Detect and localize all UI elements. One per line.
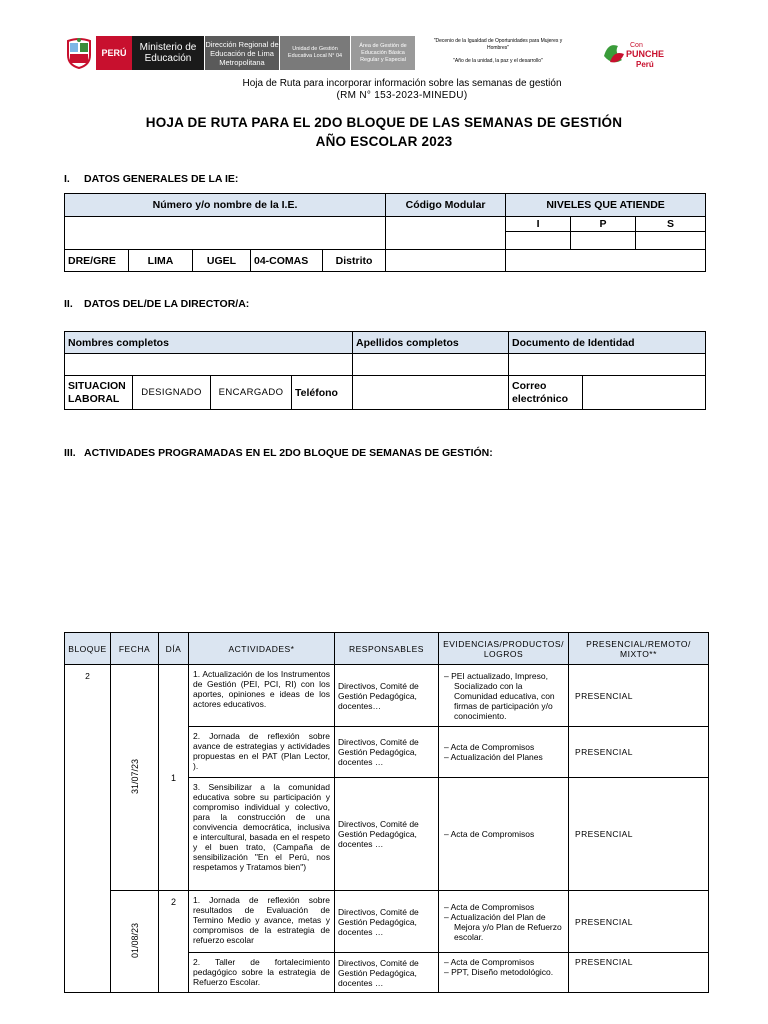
- section-2-number: II.: [64, 298, 73, 310]
- designado-option[interactable]: DESIGNADO: [133, 376, 211, 410]
- subtitle-hoja-ruta: Hoja de Ruta para incorporar información sobre las semanas de gestión: [242, 78, 562, 89]
- nombres-header: Nombres completos: [65, 332, 353, 354]
- bloque-cell: 2: [65, 665, 111, 993]
- responsables-text: Directivos, Comité de Gestión Pedagógica, docentes…: [335, 665, 439, 727]
- responsables-text: Directivos, Comité de Gestión Pedagógica, docentes …: [335, 953, 439, 993]
- fecha-header: FECHA: [111, 633, 159, 665]
- page-title: HOJA DE RUTA PARA EL 2DO BLOQUE DE LAS SEMANAS DE GESTIÓN: [145, 115, 623, 130]
- evidencias-cell: [439, 778, 569, 891]
- evidence-item: – Acta de Compromisos: [444, 742, 535, 752]
- activity-text: 2. Taller de fortalecimiento pedagógico sobre la estrategia de Refuerzo Escolar.: [189, 953, 335, 993]
- modalidad-text: PRESENCIAL: [569, 953, 709, 993]
- evidencias-cell: [439, 727, 569, 778]
- fecha-2-text: 01/08/23: [129, 922, 140, 959]
- page-subtitle-year: AÑO ESCOLAR 2023: [315, 134, 453, 149]
- anio-text: "Año de la unidad, la paz y el desarrollo": [453, 58, 543, 64]
- nivel-inicial: I: [506, 217, 571, 232]
- director-data-table: [64, 331, 706, 410]
- evidencias-cell: [439, 665, 569, 727]
- niveles-extra-field[interactable]: [506, 250, 706, 272]
- section-1-number: I.: [64, 173, 70, 185]
- ugel-label: Unidad de Gestión Educativa Local N° 04: [280, 36, 350, 70]
- evidence-item: – Actualización del Plan de Mejora y/o Plan de Refuerzo escolar.: [444, 911, 562, 942]
- evidence-item: – Acta de Compromisos: [444, 957, 535, 967]
- ministerio-label: Ministerio de Educación: [132, 36, 204, 70]
- evidencias-header: EVIDENCIAS/PRODUCTOS/ LOGROS: [439, 633, 569, 665]
- section-2-heading: [64, 298, 249, 310]
- activity-text: 2. Jornada de reflexión sobre avance de estrategias y actividades propuestas en el PAT (Plan Lector, ).: [189, 727, 335, 778]
- section-3-label: ACTIVIDADES PROGRAMADAS EN EL 2DO BLOQUE DE SEMANAS DE GESTIÓN:: [84, 447, 493, 459]
- dre-value: LIMA: [129, 250, 193, 272]
- nivel-primaria: P: [571, 217, 636, 232]
- modalidad-text: PRESENCIAL: [569, 891, 709, 953]
- evidence-text: Acta de Compromisos: [450, 901, 535, 912]
- ie-name-header: Número y/o nombre de la I.E.: [65, 194, 386, 217]
- distrito-label: Distrito: [323, 250, 386, 272]
- encargado-option[interactable]: ENCARGADO: [211, 376, 292, 410]
- table-row: [65, 665, 709, 727]
- evidence-item: – PEI actualizado, Impreso, Socializado con la Comunidad educativa, con firmas de participación y/o conocimiento.: [444, 670, 555, 721]
- telefono-label: Teléfono: [292, 376, 353, 410]
- modalidad-text: PRESENCIAL: [569, 665, 709, 727]
- documento-header: Documento de Identidad: [509, 332, 706, 354]
- section-3-heading: [64, 447, 493, 459]
- codigo-modular-field[interactable]: [386, 217, 506, 250]
- subtitle-rm: (RM N° 153-2023-MINEDU): [336, 90, 468, 101]
- ie-name-field[interactable]: [65, 217, 386, 250]
- activities-table: [64, 632, 709, 993]
- direccion-regional-label: Dirección Regional de Educación de Lima Metropolitana: [205, 36, 279, 70]
- evidencias-cell: [439, 953, 569, 993]
- fecha-cell-1: [111, 665, 159, 891]
- logo-peru-text: Perú: [636, 60, 654, 69]
- evidence-text: Acta de Compromisos: [450, 829, 535, 839]
- niveles-header: NIVELES QUE ATIENDE: [506, 194, 706, 217]
- bloque-header: BLOQUE: [65, 633, 111, 665]
- section-1-label: DATOS GENERALES DE LA IE:: [84, 173, 239, 185]
- institutional-header: [64, 36, 415, 70]
- evidence-text: Acta de Compromisos: [450, 957, 535, 967]
- responsables-text: Directivos, Comité de Gestión Pedagógica, docentes …: [335, 727, 439, 778]
- fecha-cell-2: [111, 891, 159, 993]
- modalidad-text: PRESENCIAL: [569, 778, 709, 891]
- telefono-field[interactable]: [353, 376, 509, 410]
- logo-con-text: Con: [630, 42, 643, 49]
- ugel-value: 04-COMAS: [251, 250, 323, 272]
- evidence-item: – PPT, Diseño metodológico.: [444, 967, 554, 977]
- responsables-text: Directivos, Comité de Gestión Pedagógica, docentes …: [335, 891, 439, 953]
- activity-text: 3. Sensibilizar a la comunidad educativa sobre su participación y compromiso individual y colectivo, para la construcción de una convivencia democrática, inclusiva e intercultural, basada en el respeto y el buen trato, (Campaña de sensibilización "En el Perú, nos respetamos y Tratamos bien"): [189, 778, 335, 891]
- dre-label: DRE/GRE: [65, 250, 129, 272]
- evidence-text: Acta de Compromisos: [450, 742, 535, 752]
- dia-header: DÍA: [159, 633, 189, 665]
- con-punche-peru-logo: [600, 36, 670, 72]
- table-row: [65, 891, 709, 953]
- apellidos-field[interactable]: [353, 354, 509, 376]
- activity-text: 1. Jornada de reflexión sobre resultados de Evaluación de Termino Medio y avance, metas y compromisos de la estrategia de refuerzo escolar: [189, 891, 335, 953]
- codigo-modular-header: Código Modular: [386, 194, 506, 217]
- logo-punche-text: PUNCHE: [626, 49, 665, 59]
- responsables-header: RESPONSABLES: [335, 633, 439, 665]
- area-gestion-label: Área de Gestión de Educación Básica Regular y Especial: [351, 36, 415, 70]
- nivel-secundaria: S: [636, 217, 706, 232]
- evidence-item: – Acta de Compromisos: [444, 901, 535, 912]
- ugel-label-cell: UGEL: [193, 250, 251, 272]
- dia-cell-1: 1: [159, 665, 189, 891]
- evidencias-cell: [439, 891, 569, 953]
- section-2-label: DATOS DEL/DE LA DIRECTOR/A:: [84, 298, 250, 310]
- evidence-text: PEI actualizado, Impreso, Socializado con la Comunidad educativa, con firmas de participación y/o conocimiento.: [451, 670, 555, 721]
- responsables-text: Directivos, Comité de Gestión Pedagógica, docentes …: [335, 778, 439, 891]
- evidence-text: Actualización del Planes: [450, 752, 543, 762]
- decenio-text: "Decenio de la Igualdad de Oportunidades para Mujeres y Hombres": [433, 38, 563, 51]
- evidence-item: – Acta de Compromisos: [444, 829, 535, 839]
- section-3-number: III.: [64, 447, 76, 459]
- apellidos-header: Apellidos completos: [353, 332, 509, 354]
- decenio-block: [432, 38, 564, 65]
- actividades-header: ACTIVIDADES*: [189, 633, 335, 665]
- distrito-field[interactable]: [386, 250, 506, 272]
- evidence-item: – Actualización del Planes: [444, 752, 543, 762]
- activity-text: 1. Actualización de los Instrumentos de Gestión (PEI, PCI, RI) con los aportes, opiniones e ideas de los actores educativos.: [189, 665, 335, 727]
- nivel-inicial-field[interactable]: [506, 232, 571, 250]
- documento-field[interactable]: [509, 354, 706, 376]
- modalidad-header: PRESENCIAL/REMOTO/ MIXTO**: [569, 633, 709, 665]
- evidence-text: PPT, Diseño metodológico.: [451, 967, 554, 977]
- coat-of-arms-icon: [64, 36, 94, 70]
- fecha-1-text: 31/07/23: [129, 758, 140, 795]
- dia-cell-2: 2: [159, 891, 189, 993]
- peru-label: PERÚ: [96, 36, 132, 70]
- section-1-heading: [64, 173, 238, 185]
- correo-field[interactable]: [583, 376, 706, 410]
- correo-label: Correo electrónico: [509, 376, 583, 410]
- nombres-field[interactable]: [65, 354, 353, 376]
- nivel-secundaria-field[interactable]: [636, 232, 706, 250]
- modalidad-text: PRESENCIAL: [569, 727, 709, 778]
- situacion-laboral-label: SITUACION LABORAL: [65, 376, 133, 410]
- evidence-text: Actualización del Plan de Mejora y/o Plan de Refuerzo escolar.: [450, 911, 562, 942]
- ie-data-table: [64, 193, 706, 272]
- nivel-primaria-field[interactable]: [571, 232, 636, 250]
